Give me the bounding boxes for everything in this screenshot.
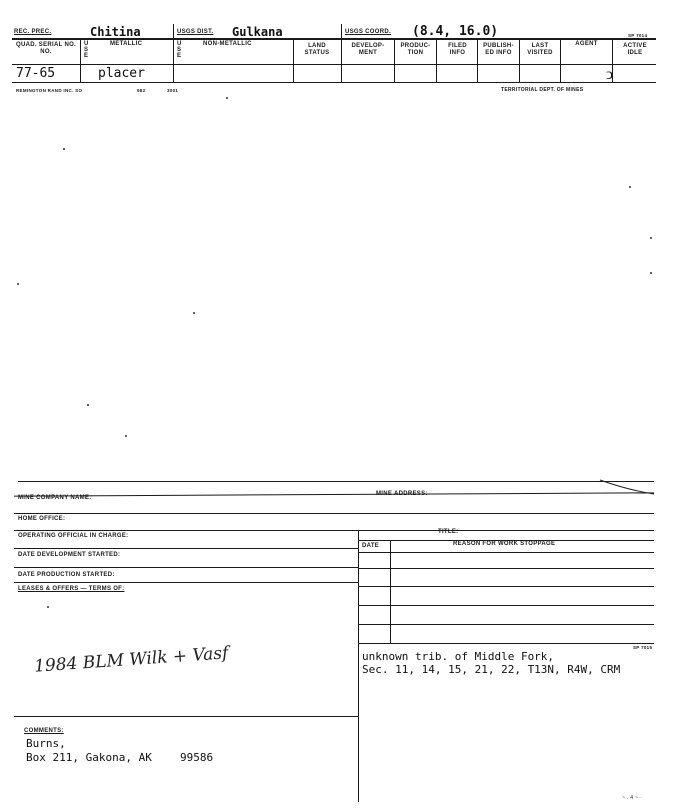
pen-mark [598,478,658,498]
handwritten-note: 1984 BLM Wilk + Vasf [33,643,229,677]
dept-label: TERRITORIAL DEPT. OF MINES [501,87,584,93]
leases-label: LEASES & OFFERS — TERMS OF: [18,586,125,592]
speck [629,186,631,188]
printer-code-2: 3001 [167,88,179,93]
col-divider [293,39,294,82]
corner-mark: ~ . 4 ~·· [622,795,643,801]
mine-address-label: MINE ADDRESS: [376,491,428,497]
comment-zip: 99586 [180,751,214,764]
reason-col-label: REASON FOR WORK STOPPAGE [453,541,556,547]
usgs-coord-value: (8.4, 16.0) [412,24,499,39]
col-divider [519,39,520,82]
speck [650,237,652,239]
mine-company-label: MINE COMPANY NAME: [18,495,92,501]
rule [358,643,654,644]
rule [358,605,654,606]
rule [14,567,358,568]
speck [193,312,195,314]
speck [650,272,652,274]
comment-line-1: Burns, [26,737,66,750]
speck [226,97,228,99]
usgs-dist-value: Gulkana [232,25,283,39]
rec-prec-value: Chitina [90,25,141,39]
col-divider [80,39,81,82]
metallic-value: placer [98,66,145,81]
date-col-label: DATE [362,543,380,549]
header-rule-bottom [12,82,656,83]
rule [14,582,358,583]
col-last-visited: LAST VISITED [527,43,553,56]
title-label: TITLE: [438,529,459,535]
speck [17,283,19,285]
location-line-2: Sec. 11, 14, 15, 21, 22, T13N, R4W, CRM [362,663,621,676]
col-filed-info: FILED INFO [448,43,467,56]
date-production-label: DATE PRODUCTION STARTED: [18,572,115,578]
rule [14,548,358,549]
rule [358,552,654,553]
rule [14,492,654,496]
speck [125,435,127,437]
speck [87,404,89,406]
date-development-label: DATE DEVELOPMENT STARTED: [18,552,121,558]
rule [358,586,654,587]
rule [14,716,358,717]
col-non-metallic: NON-METALLIC [203,41,252,47]
operating-official-label: OPERATING OFFICIAL IN CHARGE: [18,533,129,539]
rec-prec-label: REC. PREC. [14,29,52,35]
col-quad-serial: QUAD. SERIAL NO. NO. [15,42,77,55]
col-divider [394,39,395,82]
home-office-label: HOME OFFICE: [18,516,66,522]
col-active-idle: ACTIVE IDLE [623,43,647,56]
divider-v2 [341,24,342,82]
divider-v [390,540,391,643]
printer-note: REMINGTON RAND INC. SO [16,88,83,93]
form-number-2: SP 7015 [633,645,653,650]
speck [63,148,65,150]
col-divider [560,39,561,82]
col-agent: AGENT [575,41,598,47]
rule [14,513,654,514]
col-production: PRODUC- TION [400,43,431,56]
col-published-info: PUBLISH- ED INFO [483,43,514,56]
col-land-status: LAND STATUS [304,43,330,56]
rule [358,624,654,625]
comments-label: COMMENTS: [24,728,64,734]
divider-v [358,530,359,802]
active-idle-mark: ↄ [606,64,614,83]
printer-code-1: 982 [137,88,146,93]
col-divider [477,39,478,82]
rule [358,568,654,569]
col-use-metallic: U S E [84,41,89,59]
col-metallic: METALLIC [110,41,143,47]
speck [47,606,49,608]
comment-line-2: Box 211, Gakona, AK [26,751,152,764]
col-use-nonmetallic: U S E [177,41,182,59]
col-divider [436,39,437,82]
usgs-dist-label: USGS DIST. [177,29,214,35]
quad-serial-value: 77-65 [16,66,56,81]
rule [14,530,654,531]
divider-v1 [173,24,174,82]
rule [18,481,654,482]
usgs-coord-label: USGS COORD. [345,29,391,35]
form-number: SP 7014 [628,33,648,38]
location-line-1: unknown trib. of Middle Fork, [362,650,555,663]
col-development: DEVELOP- MENT [351,43,385,56]
